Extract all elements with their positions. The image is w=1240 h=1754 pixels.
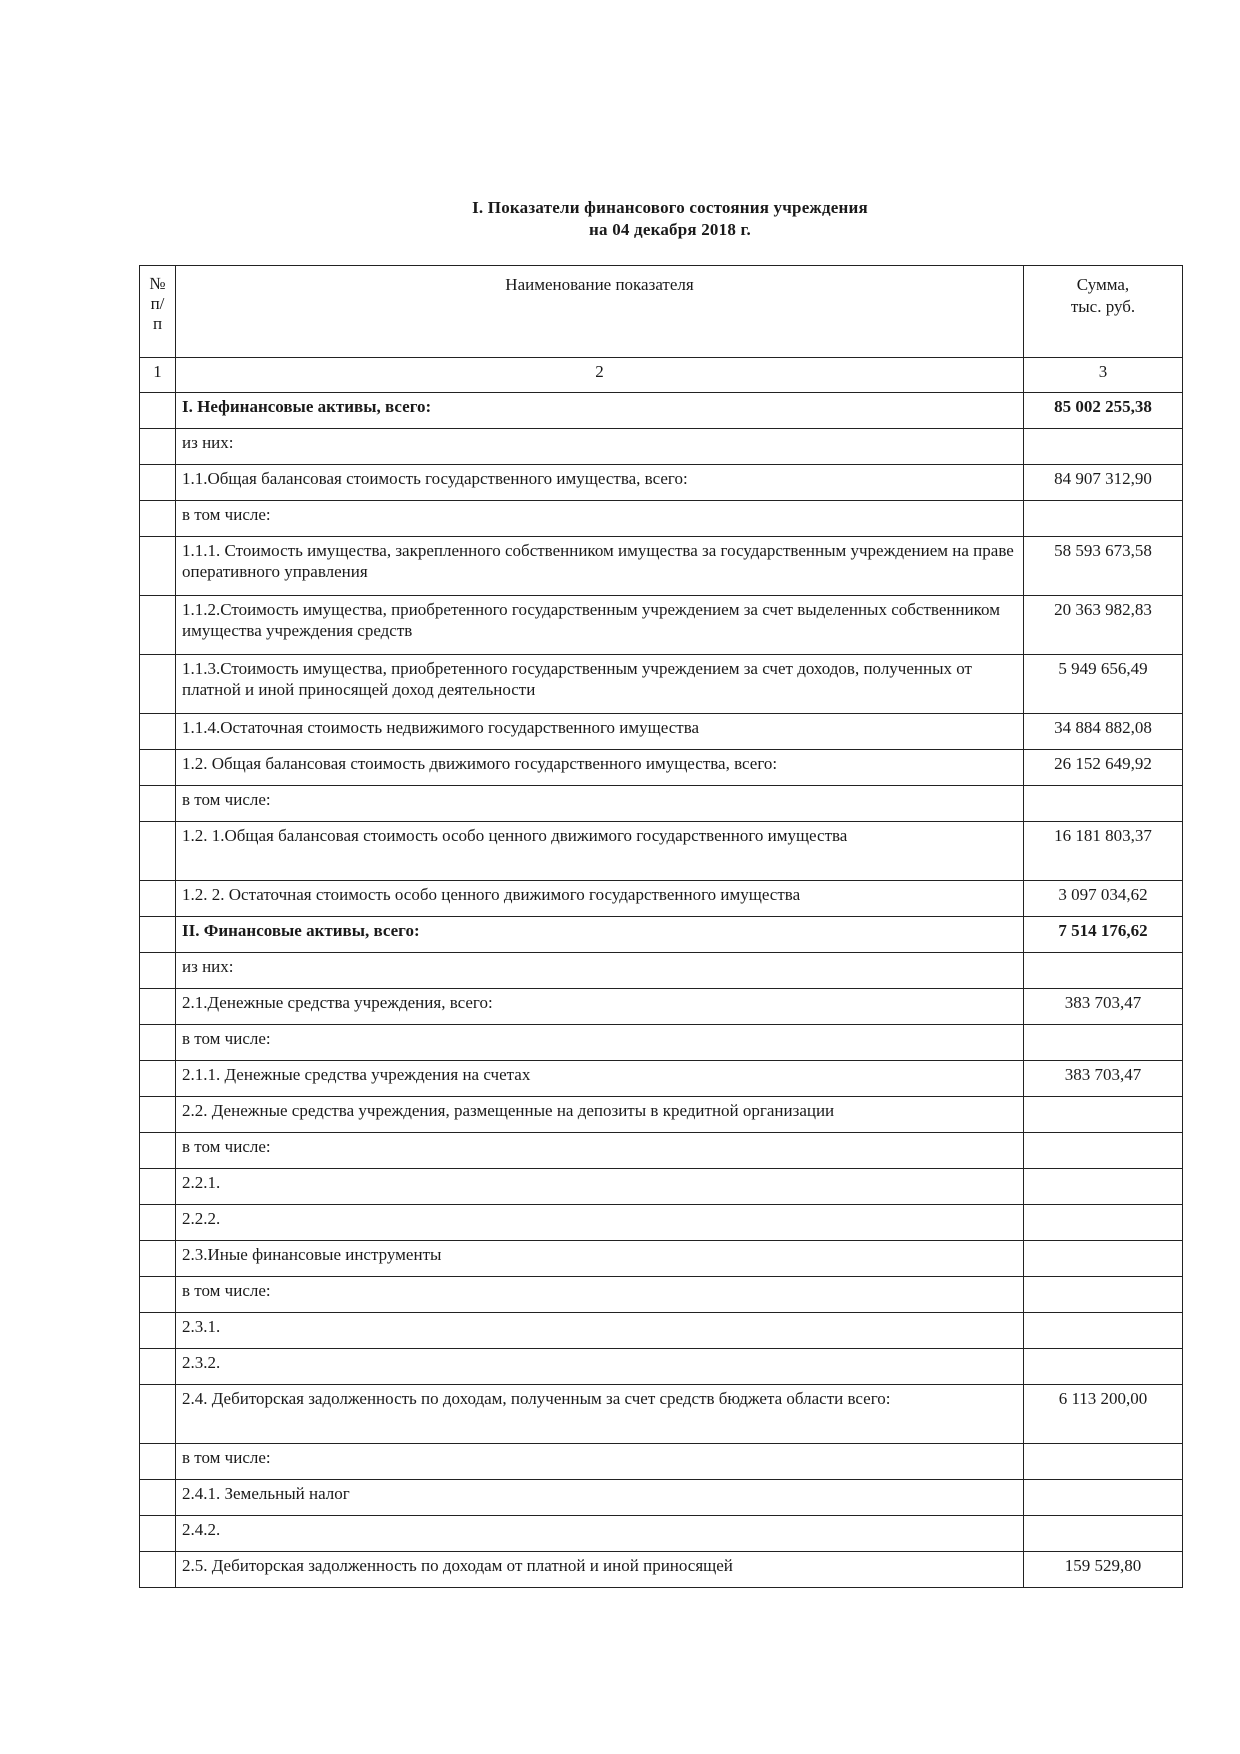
row-indicator-name: в том числе: xyxy=(176,786,1024,822)
row-number xyxy=(140,1444,176,1480)
row-sum: 85 002 255,38 xyxy=(1024,393,1183,429)
table-row xyxy=(140,786,1183,822)
table-row xyxy=(140,953,1183,989)
row-indicator-name: из них: xyxy=(176,953,1024,989)
row-indicator-name: 2.5. Дебиторская задолженность по доходам от платной и иной приносящей xyxy=(176,1552,1024,1588)
row-indicator-name: 1.1.4.Остаточная стоимость недвижимого государственного имущества xyxy=(176,714,1024,750)
table-header-row xyxy=(140,266,1183,358)
row-number xyxy=(140,953,176,989)
row-sum: 6 113 200,00 xyxy=(1024,1385,1183,1444)
table-row xyxy=(140,1277,1183,1313)
table-row xyxy=(140,1516,1183,1552)
title-line-2: на 04 декабря 2018 г. xyxy=(589,220,751,239)
table-row xyxy=(140,1313,1183,1349)
row-indicator-name: в том числе: xyxy=(176,1025,1024,1061)
row-indicator-name: в том числе: xyxy=(176,1133,1024,1169)
row-number xyxy=(140,917,176,953)
row-number xyxy=(140,465,176,501)
row-number xyxy=(140,1205,176,1241)
row-indicator-name: в том числе: xyxy=(176,501,1024,537)
table-row xyxy=(140,1097,1183,1133)
table-row xyxy=(140,501,1183,537)
row-sum xyxy=(1024,429,1183,465)
row-sum: 5 949 656,49 xyxy=(1024,655,1183,714)
row-number xyxy=(140,1169,176,1205)
row-indicator-name: 1.2. Общая балансовая стоимость движимого государственного имущества, всего: xyxy=(176,750,1024,786)
row-indicator-name: 2.3.Иные финансовые инструменты xyxy=(176,1241,1024,1277)
row-indicator-name: в том числе: xyxy=(176,1444,1024,1480)
header-indicator-name: Наименование показателя xyxy=(176,266,1024,358)
table-row xyxy=(140,1169,1183,1205)
financial-table xyxy=(139,265,1183,1588)
table-row xyxy=(140,1025,1183,1061)
row-indicator-name: 2.2.1. xyxy=(176,1169,1024,1205)
row-number xyxy=(140,655,176,714)
table-row xyxy=(140,917,1183,953)
column-index-row xyxy=(140,358,1183,393)
row-sum xyxy=(1024,1205,1183,1241)
row-indicator-name: 2.2.2. xyxy=(176,1205,1024,1241)
row-sum: 58 593 673,58 xyxy=(1024,537,1183,596)
table-row xyxy=(140,1205,1183,1241)
row-sum xyxy=(1024,953,1183,989)
row-indicator-name: 2.1.Денежные средства учреждения, всего: xyxy=(176,989,1024,1025)
row-sum xyxy=(1024,501,1183,537)
row-number xyxy=(140,989,176,1025)
row-indicator-name: 2.4.2. xyxy=(176,1516,1024,1552)
header-sum-line-1: Сумма, xyxy=(1076,275,1130,294)
table-row xyxy=(140,1061,1183,1097)
row-number xyxy=(140,1516,176,1552)
column-index-2: 2 xyxy=(176,358,1024,393)
row-sum xyxy=(1024,1349,1183,1385)
row-indicator-name: 1.1.3.Стоимость имущества, приобретенного государственным учреждением за счет доходов, полученных от платной и иной приносящей доход деятельности xyxy=(176,655,1024,714)
row-sum: 20 363 982,83 xyxy=(1024,596,1183,655)
row-indicator-name: I. Нефинансовые активы, всего: xyxy=(176,393,1024,429)
row-indicator-name: 2.4.1. Земельный налог xyxy=(176,1480,1024,1516)
row-sum: 7 514 176,62 xyxy=(1024,917,1183,953)
row-sum: 3 097 034,62 xyxy=(1024,881,1183,917)
document-title xyxy=(0,197,1240,241)
row-sum: 16 181 803,37 xyxy=(1024,822,1183,881)
title-line-1: I. Показатели финансового состояния учреждения xyxy=(472,198,868,217)
table-row xyxy=(140,714,1183,750)
row-number xyxy=(140,393,176,429)
row-number xyxy=(140,1552,176,1588)
row-number xyxy=(140,750,176,786)
row-indicator-name: 2.4. Дебиторская задолженность по доходам, полученным за счет средств бюджета области всего: xyxy=(176,1385,1024,1444)
row-sum: 383 703,47 xyxy=(1024,1061,1183,1097)
row-number xyxy=(140,1385,176,1444)
column-index-3: 3 xyxy=(1024,358,1183,393)
row-indicator-name: 2.2. Денежные средства учреждения, размещенные на депозиты в кредитной организации xyxy=(176,1097,1024,1133)
row-number xyxy=(140,1480,176,1516)
row-indicator-name: 2.3.2. xyxy=(176,1349,1024,1385)
row-sum xyxy=(1024,1516,1183,1552)
table-row xyxy=(140,750,1183,786)
row-indicator-name: 2.3.1. xyxy=(176,1313,1024,1349)
table-row xyxy=(140,881,1183,917)
row-indicator-name: из них: xyxy=(176,429,1024,465)
row-indicator-name: в том числе: xyxy=(176,1277,1024,1313)
row-sum: 159 529,80 xyxy=(1024,1552,1183,1588)
row-sum xyxy=(1024,1313,1183,1349)
row-sum: 26 152 649,92 xyxy=(1024,750,1183,786)
column-index-1: 1 xyxy=(140,358,176,393)
row-indicator-name: 1.2. 1.Общая балансовая стоимость особо ценного движимого государственного имущества xyxy=(176,822,1024,881)
header-sum-line-2: тыс. руб. xyxy=(1070,297,1136,316)
row-sum: 84 907 312,90 xyxy=(1024,465,1183,501)
row-number xyxy=(140,1241,176,1277)
row-number xyxy=(140,714,176,750)
table-row xyxy=(140,1480,1183,1516)
row-number xyxy=(140,786,176,822)
table-row xyxy=(140,596,1183,655)
row-number xyxy=(140,881,176,917)
table-row xyxy=(140,655,1183,714)
table-row xyxy=(140,537,1183,596)
row-number xyxy=(140,429,176,465)
row-number xyxy=(140,1061,176,1097)
table-row xyxy=(140,1349,1183,1385)
header-sum xyxy=(1024,266,1183,358)
row-sum xyxy=(1024,1277,1183,1313)
row-sum xyxy=(1024,1025,1183,1061)
row-number xyxy=(140,596,176,655)
table-row xyxy=(140,822,1183,881)
row-indicator-name: 1.1.2.Стоимость имущества, приобретенного государственным учреждением за счет выделенных собственником имущества учреждения средств xyxy=(176,596,1024,655)
row-number xyxy=(140,1025,176,1061)
row-number xyxy=(140,1277,176,1313)
row-number xyxy=(140,822,176,881)
row-number xyxy=(140,1097,176,1133)
row-sum xyxy=(1024,1444,1183,1480)
row-sum xyxy=(1024,1480,1183,1516)
row-number xyxy=(140,1313,176,1349)
row-number xyxy=(140,537,176,596)
row-sum: 34 884 882,08 xyxy=(1024,714,1183,750)
row-indicator-name: 1.1.1. Стоимость имущества, закрепленного собственником имущества за государственным учреждением на праве оперативного управления xyxy=(176,537,1024,596)
row-number xyxy=(140,501,176,537)
row-sum: 383 703,47 xyxy=(1024,989,1183,1025)
row-indicator-name: II. Финансовые активы, всего: xyxy=(176,917,1024,953)
table-row xyxy=(140,989,1183,1025)
row-number xyxy=(140,1349,176,1385)
table-row xyxy=(140,429,1183,465)
table-row xyxy=(140,1133,1183,1169)
row-sum xyxy=(1024,1241,1183,1277)
row-indicator-name: 1.1.Общая балансовая стоимость государственного имущества, всего: xyxy=(176,465,1024,501)
row-indicator-name: 2.1.1. Денежные средства учреждения на счетах xyxy=(176,1061,1024,1097)
row-number xyxy=(140,1133,176,1169)
table-row xyxy=(140,1385,1183,1444)
row-sum xyxy=(1024,1169,1183,1205)
table-row xyxy=(140,1241,1183,1277)
table-row xyxy=(140,1444,1183,1480)
header-number: № п/ п xyxy=(140,266,176,358)
table-row xyxy=(140,393,1183,429)
row-sum xyxy=(1024,1097,1183,1133)
row-indicator-name: 1.2. 2. Остаточная стоимость особо ценного движимого государственного имущества xyxy=(176,881,1024,917)
table-row xyxy=(140,1552,1183,1588)
row-sum xyxy=(1024,786,1183,822)
table-row xyxy=(140,465,1183,501)
row-sum xyxy=(1024,1133,1183,1169)
